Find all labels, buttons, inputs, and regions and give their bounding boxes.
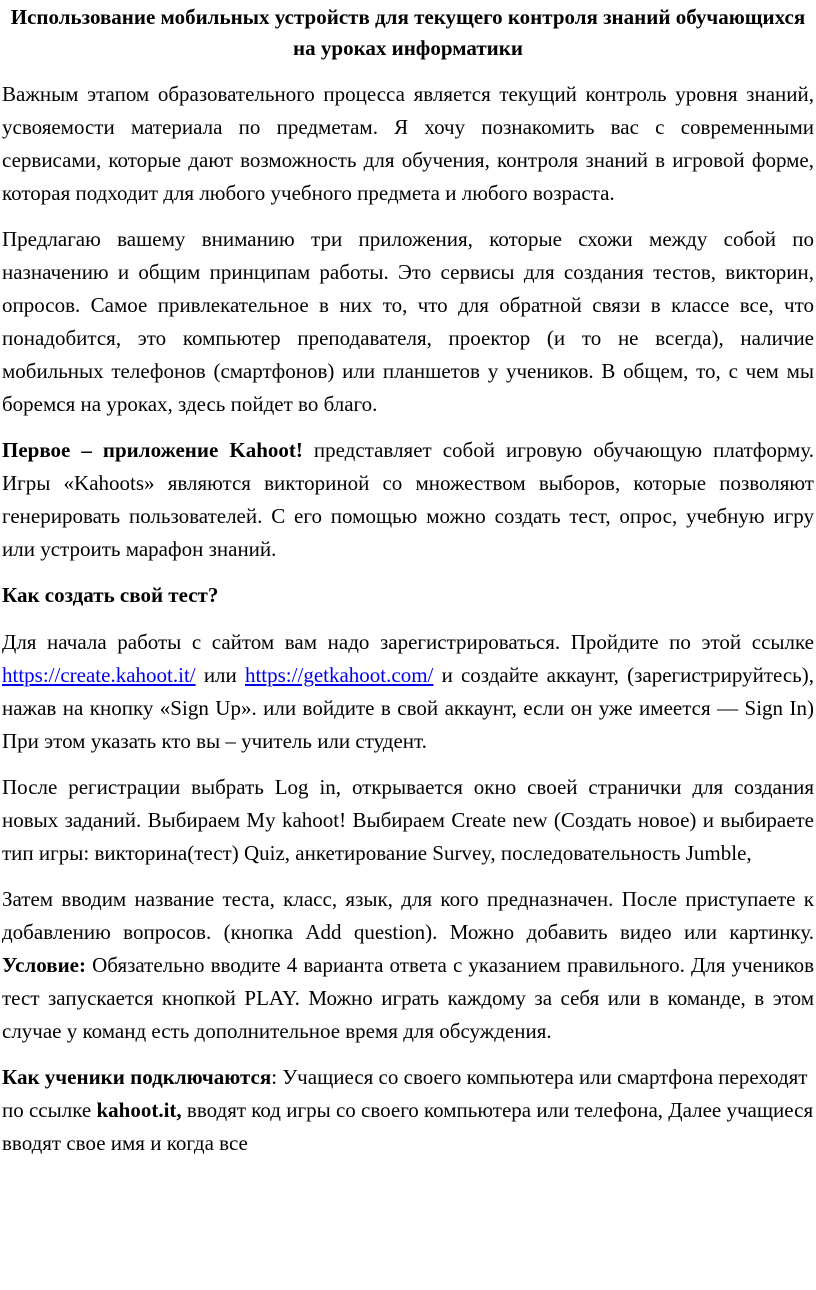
condition-label: Условие: xyxy=(2,953,86,977)
kahoot-it-address: kahoot.it, xyxy=(96,1098,182,1122)
registration-text-2: или xyxy=(195,663,245,687)
kahoot-heading-bold: Первое – приложение Kahoot! xyxy=(2,438,303,462)
paragraph-after-registration: После регистрации выбрать Log in, открывается окно своей странички для создания новых заданий. Выбираем My kahoot! Выбираем Create new (Создать новое) и выбираете тип игры: викторина(тест) Quiz, анкетирование Survey, последовательность Jumble, xyxy=(2,775,814,865)
registration-text-1: Для начала работы с сайтом вам надо зарегистрироваться. Пройдите по этой ссылке xyxy=(2,630,814,654)
questions-text-1: Затем вводим название теста, класс, язык, для кого предназначен. После приступаете к добавлению вопросов. (кнопка Add question). Можно добавить видео или картинку. xyxy=(2,887,814,944)
paragraph-intro: Важным этапом образовательного процесса является текущий контроль уровня знаний, усвояемости материала по предметам. Я хочу познакомить вас с современными сервисами, которые дают возможность для обучения, контроля знаний в игровой форме, которая подходит для любого учебного предмета и любого возраста. xyxy=(2,82,814,205)
registration-text-3: и создайте аккаунт, (зарегистрируйтесь), нажав на кнопку «Sign Up». или войдите в свой аккаунт, если он уже имеется — Sign In) При этом указать кто вы – учитель или студент. xyxy=(2,663,814,753)
link-getkahoot[interactable]: https://getkahoot.com/ xyxy=(244,663,434,687)
paragraph-kahoot xyxy=(2,434,814,566)
paragraph-add-questions xyxy=(2,883,814,1048)
kahoot-description: представляет собой игровую обучающую платформу. Игры «Kahoots» являются викториной со множеством выборов, которые позволяют генерировать пользователей. С его помощью можно создать тест, опрос, учебную игру или устроить марафон знаний. xyxy=(2,438,814,561)
link-create-kahoot[interactable]: https://create.kahoot.it/ xyxy=(2,663,196,687)
paragraph-apps: Предлагаю вашему вниманию три приложения, которые схожи между собой по назначению и общим принципам работы. Это сервисы для создания тестов, викторин, опросов. Самое привлекательное в них то, что для обратной связи в классе все, что понадобится, это компьютер преподавателя, проектор (и то не всегда), наличие мобильных телефонов (смартфонов) или планшетов у учеников. В общем, то, с чем мы боремся на уроках, здесь пойдет во благо. xyxy=(2,227,814,416)
questions-text-2: Обязательно вводите 4 варианта ответа с указанием правильного. Для учеников тест запускается кнопкой PLAY. Можно играть каждому за себя или в команде, в этом случае у команд есть дополнительное время для обсуждения. xyxy=(2,953,814,1043)
paragraph-students-connect xyxy=(2,1061,814,1160)
students-connect-label: Как ученики подключаются xyxy=(2,1065,272,1089)
paragraph-registration xyxy=(2,626,814,758)
section-heading-create-test: Как создать свой тест? xyxy=(2,583,219,607)
students-connect-text-1: : Учащиеся со своего компьютера или смартфона переходят по ссылке xyxy=(2,1065,808,1122)
document-title: Использование мобильных устройств для текущего контроля знаний обучающихся на уроках информатики xyxy=(10,5,806,60)
students-connect-text-2: вводят код игры со своего компьютера или телефона, Далее учащиеся вводят свое имя и когда все xyxy=(2,1098,814,1155)
